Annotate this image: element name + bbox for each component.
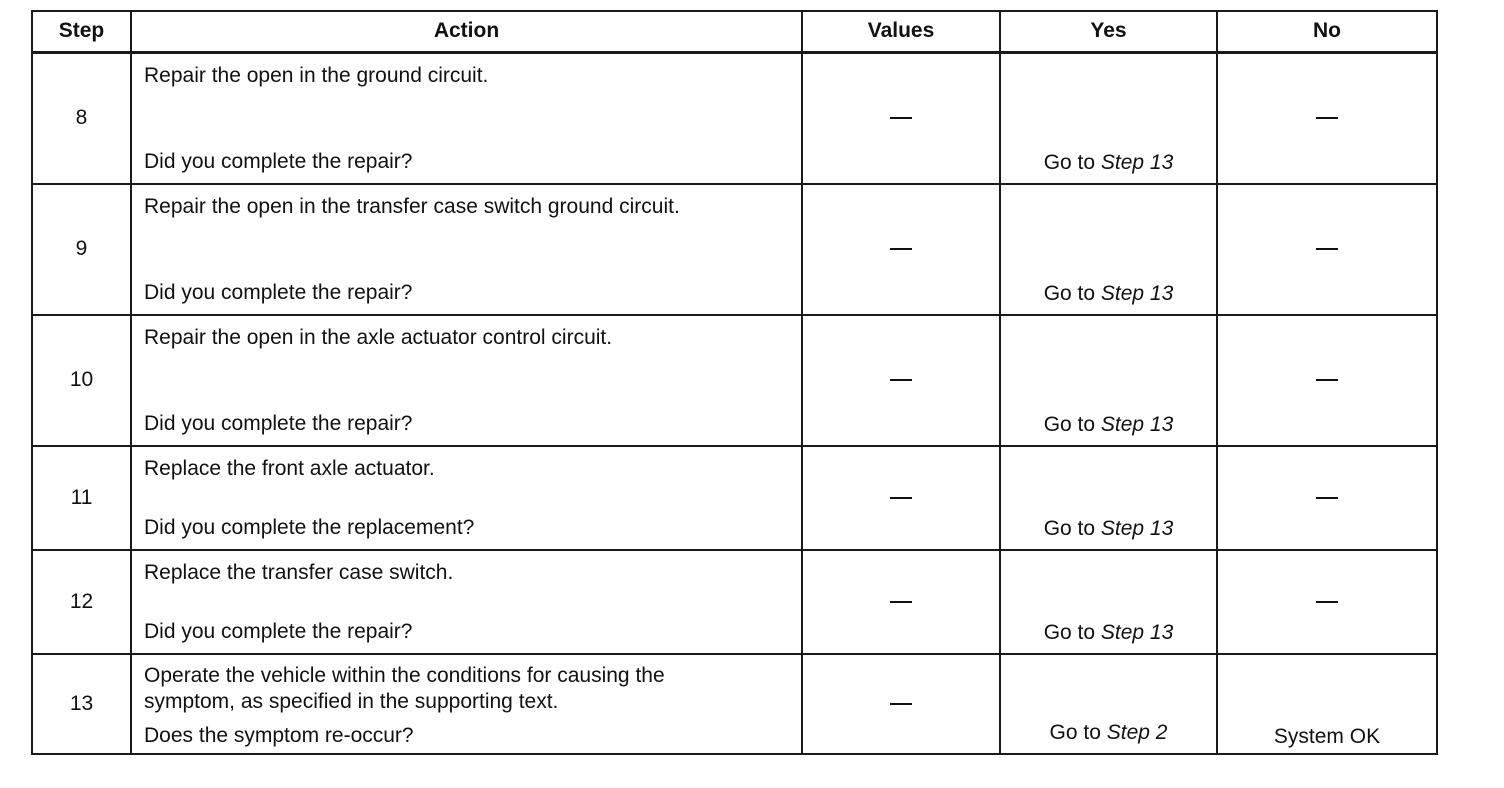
step-number: 13 (32, 654, 131, 754)
yes-prefix: Go to (1043, 620, 1101, 644)
table-row (32, 550, 1437, 654)
yes-step-ref: Step 13 (1100, 620, 1174, 644)
action-instruction: Repair the open in the transfer case switch ground circuit. (144, 194, 680, 218)
yes-cell (1000, 550, 1217, 654)
step-number: 10 (32, 315, 131, 446)
values-cell (802, 184, 1000, 315)
values-cell (802, 52, 1000, 184)
action-question: Did you complete the replacement? (144, 515, 475, 539)
action-instruction: Repair the open in the ground circuit. (144, 63, 489, 87)
values-cell (802, 315, 1000, 446)
yes-step-ref: Step 13 (1100, 516, 1174, 540)
header-yes: Yes (1000, 11, 1217, 52)
no-cell (1217, 184, 1437, 315)
step-number: 8 (32, 52, 131, 184)
action-instruction: Repair the open in the axle actuator control circuit. (144, 325, 613, 349)
yes-prefix: Go to (1049, 720, 1107, 744)
dash-mark (1316, 379, 1338, 381)
no-cell (1217, 446, 1437, 550)
yes-prefix: Go to (1043, 150, 1101, 174)
values-cell (802, 446, 1000, 550)
action-instruction-line: Operate the vehicle within the conditions for causing the (144, 663, 665, 687)
dash-mark (1316, 497, 1338, 499)
header-action: Action (131, 11, 802, 52)
dash-mark (890, 601, 912, 603)
action-question: Did you complete the repair? (144, 149, 413, 173)
dash-mark (1316, 248, 1338, 250)
step-number: 11 (32, 446, 131, 550)
values-cell (802, 654, 1000, 754)
table-row (32, 315, 1437, 446)
dash-mark (890, 497, 912, 499)
action-instruction-line: symptom, as specified in the supporting text. (144, 689, 559, 713)
yes-prefix: Go to (1043, 281, 1101, 305)
yes-cell (1000, 446, 1217, 550)
action-question: Did you complete the repair? (144, 619, 413, 643)
action-question: Did you complete the repair? (144, 280, 413, 304)
step-number: 9 (32, 184, 131, 315)
yes-step-ref: Step 2 (1106, 720, 1168, 744)
no-cell (1217, 315, 1437, 446)
dash-mark (1316, 601, 1338, 603)
table-row (32, 184, 1437, 315)
action-cell (131, 446, 802, 550)
step-number: 12 (32, 550, 131, 654)
table-row (32, 654, 1437, 754)
table-row (32, 52, 1437, 184)
dash-mark (890, 117, 912, 119)
action-question: Does the symptom re-occur? (144, 723, 414, 747)
table-row (32, 446, 1437, 550)
yes-cell (1000, 315, 1217, 446)
no-cell (1217, 550, 1437, 654)
no-cell (1217, 52, 1437, 184)
action-instruction: Replace the front axle actuator. (144, 456, 435, 480)
dash-mark (890, 248, 912, 250)
action-cell (131, 654, 802, 754)
header-no: No (1217, 11, 1437, 52)
action-cell (131, 52, 802, 184)
table-header-row (32, 11, 1437, 52)
yes-step-ref: Step 13 (1100, 412, 1174, 436)
diagnostic-table (31, 10, 1438, 755)
action-instruction: Replace the transfer case switch. (144, 560, 454, 584)
action-cell (131, 550, 802, 654)
action-question: Did you complete the repair? (144, 411, 413, 435)
yes-step-ref: Step 13 (1100, 150, 1174, 174)
dash-mark (1316, 117, 1338, 119)
yes-prefix: Go to (1043, 516, 1101, 540)
action-cell (131, 184, 802, 315)
values-cell (802, 550, 1000, 654)
header-values: Values (802, 11, 1000, 52)
yes-cell (1000, 654, 1217, 754)
dash-mark (890, 703, 912, 705)
no-cell: System OK (1217, 654, 1437, 754)
dash-mark (890, 379, 912, 381)
yes-prefix: Go to (1043, 412, 1101, 436)
action-cell (131, 315, 802, 446)
yes-step-ref: Step 13 (1100, 281, 1174, 305)
action-instruction (144, 663, 789, 715)
yes-cell (1000, 184, 1217, 315)
yes-cell (1000, 52, 1217, 184)
header-step: Step (32, 11, 131, 52)
